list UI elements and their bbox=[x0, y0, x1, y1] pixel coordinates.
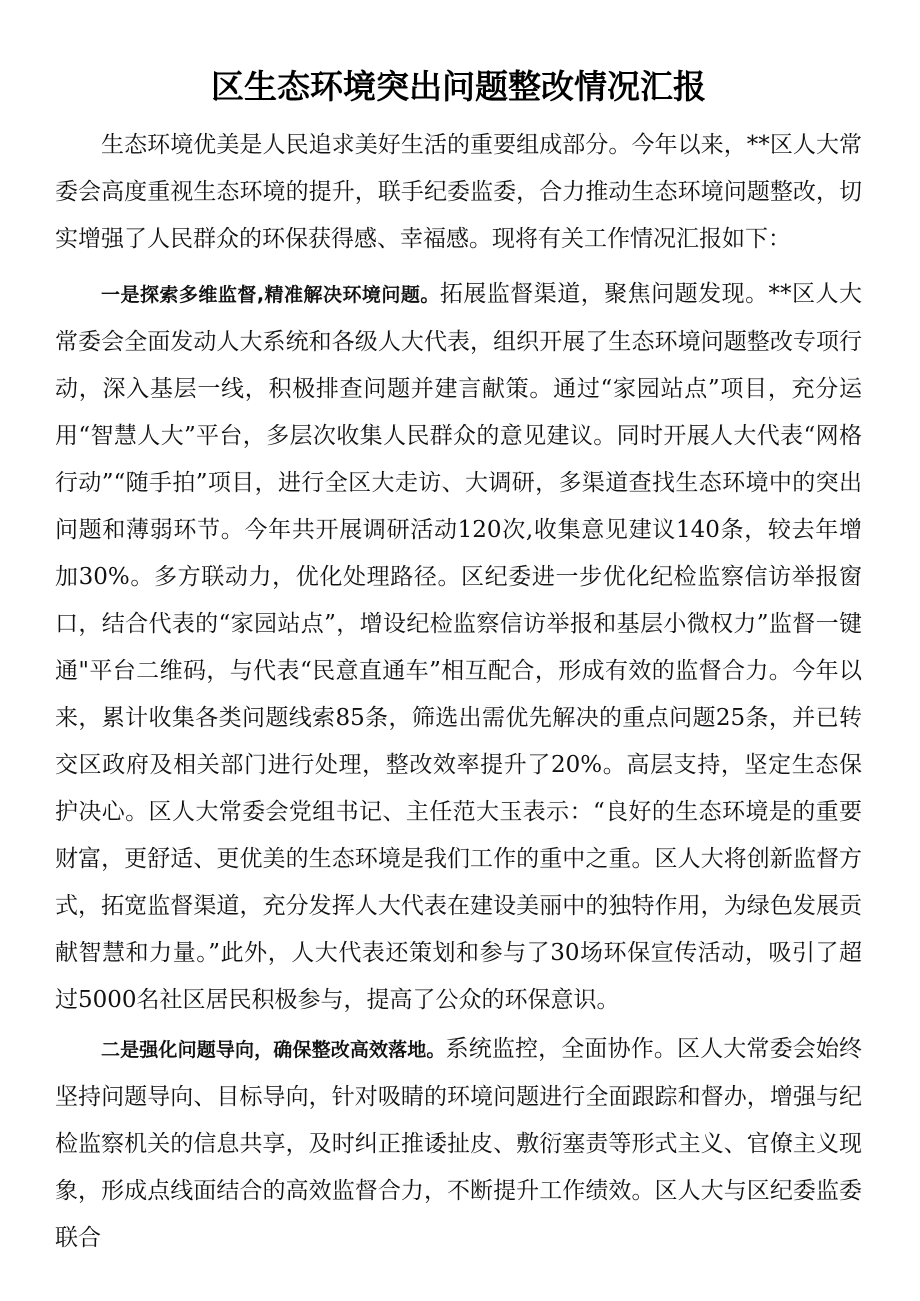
document-title: 区生态环境突出问题整改情况汇报 bbox=[211, 67, 706, 106]
section-1-paragraph bbox=[55, 271, 862, 1024]
section-2-heading: 二是强化问题导向，确保整改高效落地。 bbox=[101, 1039, 446, 1061]
section-1-body: 拓展监督渠道，聚焦问题发现。**区人大常委会全面发动人大系统和各级人大代表，组织开展了生态环境问题整改专项行动，深入基层一线，积极排查问题并建言献策。通过“家园站点”项目，充分运用“智慧人大”平台，多层次收集人民群众的意见建议。同时开展人大代表“网格行动”“随手拍”项目，进行全区大走访、大调研，多渠道查找生态环境中的突出问题和薄弱环节。今年共开展调研活动120次,收集意见建议140条，较去年增加30%。多方联动力，优化处理路径。区纪委进一步优化纪检监察信访举报窗口，结合代表的“家园站点”，增设纪检监察信访举报和基层小微权力”监督一键通"平台二维码，与代表“民意直通车”相互配合，形成有效的监督合力。今年以来，累计收集各类问题线索85条，筛选出需优先解决的重点问题25条，并已转交区政府及相关部门进行处理，整改效率提升了20%。高层支持，坚定生态保护决心。区人大常委会党组书记、主任范大玉表示：“良好的生态环境是的重要财富，更舒适、更优美的生态环境是我们工作的重中之重。区人大将创新监督方式，拓宽监督渠道，充分发挥人大代表在建设美丽中的独特作用，为绿色发展贡献智慧和力量。”此外，人大代表还策划和参与了30场环保宣传活动，吸引了超过5000名社区居民积极参与，提高了公众的环保意识。 bbox=[55, 281, 862, 1013]
section-1-heading: 一是探索多维监督,精准解决环境问题。 bbox=[101, 284, 440, 306]
section-2-body: 系统监控，全面协作。区人大常委会始终坚持问题导向、目标导向，针对吸睛的环境问题进行全面跟踪和督办，增强与纪检监察机关的信息共享，及时纠正推诿扯皮、敷衍塞责等形式主义、官僚主义现象，形成点线面结合的高效监督合力，不断提升工作绩效。区人大与区纪委监委联合 bbox=[55, 1036, 862, 1251]
intro-paragraph: 生态环境优美是人民追求美好生活的重要组成部分。今年以来，**区人大常委会高度重视生态环境的提升，联手纪委监委，合力推动生态环境问题整改，切实增强了人民群众的环保获得感、幸福感。现将有关工作情况汇报如下： bbox=[55, 132, 862, 252]
section-2-paragraph bbox=[55, 1026, 862, 1262]
